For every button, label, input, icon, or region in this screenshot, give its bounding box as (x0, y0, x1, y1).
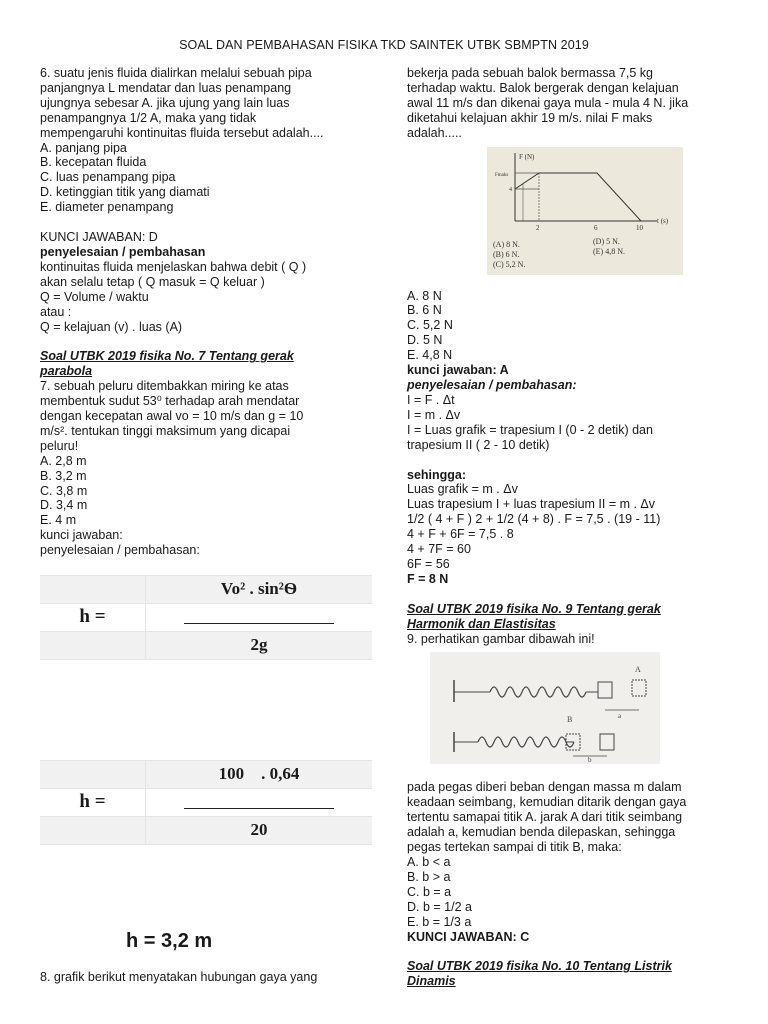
formula-table-1 (40, 575, 372, 660)
calc-line: 1/2 ( 4 + F ) 2 + 1/2 (4 + 8) . F = 7,5 . (19 - 11) (407, 512, 661, 527)
fraction-bar (184, 609, 334, 624)
question-6 (40, 66, 370, 215)
spring-label-b: B (567, 715, 573, 725)
q10-heading-cont: Dinamis (407, 974, 456, 989)
q7-line: dengan kecepatan awal vo = 10 m/s dan g = 10 (40, 409, 304, 424)
q9-line: pada pegas diberi beban dengan massa m dalam (407, 780, 682, 795)
q9-intro: 9. perhatikan gambar dibawah ini! (407, 631, 595, 646)
force-time-graph (487, 147, 683, 275)
calc-line: Luas grafik = m . Δv (407, 482, 518, 497)
q10-heading: Soal UTBK 2019 fisika No. 10 Tentang Listrik (407, 959, 672, 974)
q6-solution-line: Q = Volume / waktu (40, 289, 149, 304)
q7-heading-cont: parabola (40, 364, 93, 379)
formula1-numerator: Vo² . sin²Ѳ (146, 576, 373, 604)
q7-heading: Soal UTBK 2019 fisika No. 7 Tentang gerak (40, 349, 294, 364)
q9-line: tertentu samapai titik A. jarak A dari titik seimbang (407, 810, 683, 825)
q9-option: E. b = 1/3 a (407, 914, 472, 929)
q7-answer-key: kunci jawaban: (40, 528, 123, 543)
q6-option: D. ketinggian titik yang diamati (40, 185, 210, 200)
q7-option: B. 3,2 m (40, 468, 87, 483)
q6-line: panjangnya L mendatar dan luas penampang (40, 80, 292, 95)
graph-x-label: t (s) (657, 216, 669, 225)
graph-x-tick: 2 (536, 223, 540, 232)
formula1-denominator: 2g (146, 632, 373, 660)
q8-intro: 8. grafik berikut menyatakan hubungan gaya yang (40, 970, 318, 984)
calc-line: 6F = 56 (407, 556, 450, 571)
formula-table-2 (40, 760, 372, 845)
left-column (40, 66, 370, 845)
q8-line: diketahui kelajuan akhir 19 m/s. nilai F maks (407, 110, 653, 125)
q8-solution-title: penyelesaian / pembahasan: (407, 377, 577, 392)
q6-solution-line: kontinuitas fluida menjelaskan bahwa debit ( Q ) (40, 259, 307, 274)
q8-answer-key: kunci jawaban: A (407, 363, 509, 378)
calc-line: Luas trapesium I + luas trapesium II = m . Δv (407, 497, 656, 512)
q9-line: adalah a, kemudian benda dilepaskan, sehingga (407, 825, 676, 840)
graph-x-tick: 6 (594, 223, 598, 232)
q8-line: terhadap waktu. Balok bergerak dengan kelajuan (407, 80, 679, 95)
q7-result: h = 3,2 m (126, 930, 213, 952)
q6-option: B. kecepatan fluida (40, 155, 147, 170)
q6-option: E. diameter penampang (40, 200, 174, 215)
q8-option: D. 5 N (407, 333, 443, 348)
q8-option: C. 5,2 N (407, 318, 453, 333)
q6-solution-line: akan selalu tetap ( Q masuk = Q keluar ) (40, 274, 265, 289)
q9-option: B. b > a (407, 869, 451, 884)
q8-line: awal 11 m/s dan dikenai gaya mula - mula 4 N. jika (407, 95, 689, 110)
q9-line: keadaan seimbang, kemudian ditarik dengan gaya (407, 795, 687, 810)
q6-line: 6. suatu jenis fluida dialirkan melalui sebuah pipa (40, 66, 312, 80)
page-title: SOAL DAN PEMBAHASAN FISIKA TKD SAINTEK UTBK SBMPTN 2019 (179, 38, 589, 52)
q9-option: A. b < a (407, 855, 451, 869)
graph-option: (A) 8 N. (493, 239, 520, 249)
q7-line: 7. sebuah peluru ditembakkan miring ke atas (40, 379, 289, 394)
q6-option: C. luas penampang pipa (40, 170, 176, 185)
q9-heading-cont: Harmonik dan Elastisitas (407, 616, 556, 631)
calc-line: 4 + 7F = 60 (407, 542, 471, 557)
q8-line: bekerja pada sebuah balok bermassa 7,5 kg (407, 66, 653, 80)
graph-option: (B) 6 N. (493, 249, 520, 259)
graph-fmaks-label: Fmaks (495, 172, 509, 178)
q9-heading: Soal UTBK 2019 fisika No. 9 Tentang gerak (407, 601, 661, 616)
q7-line: m/s². tentukan tinggi maksimum yang dicapai (40, 423, 291, 438)
q7-line: peluru! (40, 438, 79, 453)
q6-answer-key: KUNCI JAWABAN: D (40, 230, 158, 245)
formula2-denominator: 20 (146, 817, 373, 845)
q8-option: E. 4,8 N (407, 348, 453, 363)
q7-solution-title: penyelesaian / pembahasan: (40, 543, 200, 558)
q7-option: E. 4 m (40, 513, 77, 528)
q8-solution-line: I = Luas grafik = trapesium I (0 - 2 detik) dan (407, 422, 653, 437)
q8-solution-line: trapesium II ( 2 - 10 detik) (407, 437, 550, 452)
q9-line: pegas tertekan sampai di titik B, maka: (407, 840, 622, 855)
spring-label-a: A (635, 665, 641, 675)
graph-y-label: F (N) (519, 152, 535, 161)
q6-option: A. panjang pipa (40, 140, 127, 155)
graph-option: (E) 4,8 N. (593, 246, 625, 256)
q9-option: C. b = a (407, 884, 452, 899)
q8-solution-line: I = F . Δt (407, 392, 455, 407)
q6-line: penampangnya 1/2 A, maka yang tidak (40, 110, 257, 125)
q8-solution-line: I = m . Δv (407, 407, 461, 422)
spring-dim-b: b (588, 756, 592, 765)
right-column (407, 66, 732, 989)
fraction-bar (184, 794, 334, 809)
q8-option: A. 8 N (407, 288, 442, 303)
q6-line: ujungnya sebesar A. jika ujung yang lain luas (40, 95, 290, 110)
q7-line: membentuk sudut 53⁰ terhadap arah mendatar (40, 394, 300, 409)
graph-x-tick: 10 (636, 223, 643, 232)
q8-option: B. 6 N (407, 303, 442, 318)
q9-answer-key: KUNCI JAWABAN: C (407, 929, 530, 944)
q7-option: A. 2,8 m (40, 453, 87, 468)
graph-y-tick: 4 (509, 186, 512, 193)
graph-option: (C) 5,2 N. (493, 259, 526, 269)
spring-dim-a: a (618, 712, 622, 721)
q6-solution-line: atau : (40, 304, 72, 319)
formula2-label: h = (79, 791, 106, 813)
q7-option: C. 3,8 m (40, 483, 88, 498)
q6-solution-title: penyelesaian / pembahasan (40, 244, 206, 259)
calc-line: 4 + F + 6F = 7,5 . 8 (407, 527, 514, 542)
q6-solution-line: Q = kelajuan (v) . luas (A) (40, 319, 183, 334)
spring-diagram (430, 652, 660, 764)
graph-option: (D) 5 N. (593, 236, 620, 246)
q7-option: D. 3,4 m (40, 498, 88, 513)
q8-line: adalah..... (407, 125, 462, 140)
formula2-numerator: 100 . 0,64 (146, 761, 373, 789)
sehingga-label: sehingga: (407, 467, 467, 482)
q9-option: D. b = 1/2 a (407, 899, 472, 914)
formula1-label: h = (79, 606, 106, 628)
calc-final: F = 8 N (407, 571, 449, 586)
q6-line: mempengaruhi kontinuitas fluida tersebut adalah.... (40, 125, 324, 140)
